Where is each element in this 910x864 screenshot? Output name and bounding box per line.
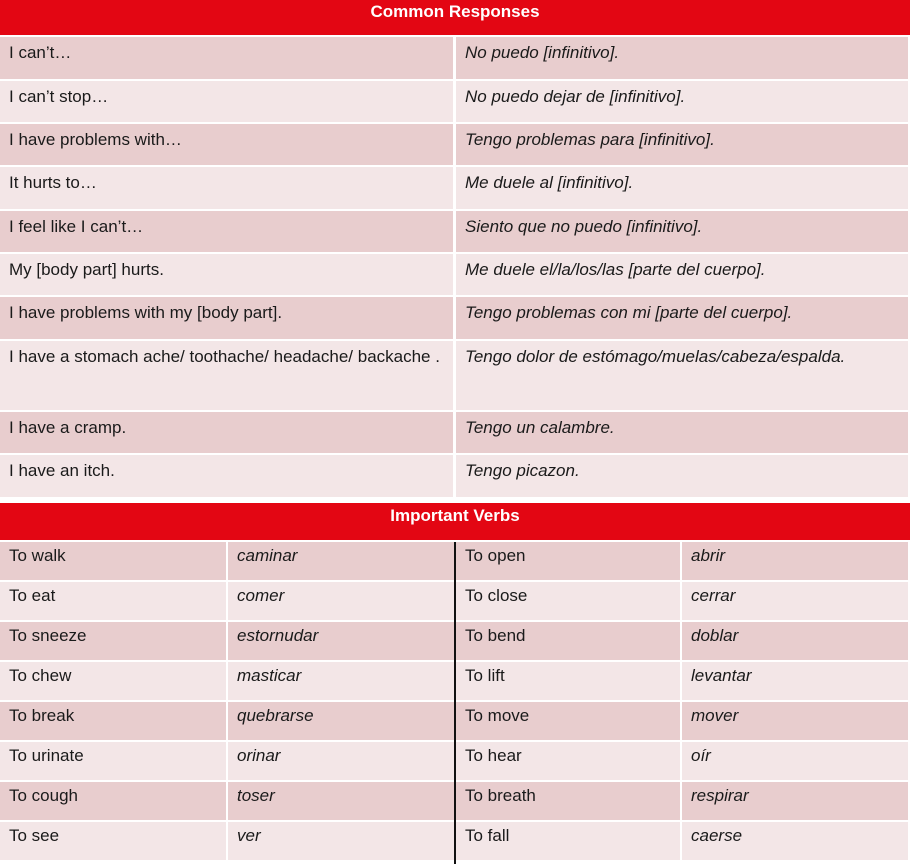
spanish-verb: cerrar: [682, 582, 908, 620]
spanish-verb: comer: [228, 582, 454, 620]
response-row: [0, 167, 910, 209]
spanish-phrase: No puedo [infinitivo].: [456, 37, 908, 79]
spanish-verb: quebrarse: [228, 702, 454, 740]
spanish-phrase: Tengo problemas con mi [parte del cuerpo].: [456, 297, 908, 339]
spanish-phrase: No puedo dejar de [infinitivo].: [456, 81, 908, 122]
english-verb: To hear: [456, 742, 680, 780]
spanish-verb: caerse: [682, 822, 908, 860]
english-verb: To walk: [0, 542, 226, 580]
column-divider: [454, 542, 456, 864]
spanish-verb: estornudar: [228, 622, 454, 660]
spanish-phrase: Tengo problemas para [infinitivo].: [456, 124, 908, 165]
english-verb: To sneeze: [0, 622, 226, 660]
response-row: [0, 124, 910, 165]
english-phrase: I feel like I can’t…: [0, 211, 453, 252]
spanish-phrase: Siento que no puedo [infinitivo].: [456, 211, 908, 252]
spanish-verb: masticar: [228, 662, 454, 700]
english-phrase: I can’t stop…: [0, 81, 453, 122]
response-row: [0, 37, 910, 79]
english-phrase: I have an itch.: [0, 455, 453, 497]
response-row: [0, 211, 910, 252]
spanish-verb: levantar: [682, 662, 908, 700]
english-phrase: I have problems with my [body part].: [0, 297, 453, 339]
english-verb: To fall: [456, 822, 680, 860]
spanish-phrase: Me duele al [infinitivo].: [456, 167, 908, 209]
response-row: [0, 412, 910, 453]
response-row: [0, 455, 910, 497]
spanish-phrase: Tengo dolor de estómago/muelas/cabeza/espalda.: [456, 341, 908, 410]
spanish-phrase: Tengo picazon.: [456, 455, 908, 497]
spanish-phrase: Me duele el/la/los/las [parte del cuerpo].: [456, 254, 908, 295]
english-verb: To close: [456, 582, 680, 620]
english-verb: To open: [456, 542, 680, 580]
english-verb: To move: [456, 702, 680, 740]
response-row: [0, 254, 910, 295]
english-verb: To breath: [456, 782, 680, 820]
spanish-verb: mover: [682, 702, 908, 740]
english-phrase: I can’t…: [0, 37, 453, 79]
english-verb: To eat: [0, 582, 226, 620]
response-row: [0, 341, 910, 410]
english-verb: To cough: [0, 782, 226, 820]
english-phrase: I have problems with…: [0, 124, 453, 165]
english-verb: To bend: [456, 622, 680, 660]
english-verb: To urinate: [0, 742, 226, 780]
english-verb: To lift: [456, 662, 680, 700]
spanish-phrase: Tengo un calambre.: [456, 412, 908, 453]
english-verb: To chew: [0, 662, 226, 700]
spanish-verb: ver: [228, 822, 454, 860]
english-verb: To break: [0, 702, 226, 740]
spanish-verb: oír: [682, 742, 908, 780]
spanish-verb: orinar: [228, 742, 454, 780]
english-phrase: It hurts to…: [0, 167, 453, 209]
english-phrase: I have a cramp.: [0, 412, 453, 453]
english-phrase: My [body part] hurts.: [0, 254, 453, 295]
english-verb: To see: [0, 822, 226, 860]
response-row: [0, 81, 910, 122]
spanish-verb: abrir: [682, 542, 908, 580]
important-verbs-header: Important Verbs: [0, 503, 910, 540]
common-responses-header: Common Responses: [0, 0, 910, 35]
spanish-verb: doblar: [682, 622, 908, 660]
english-phrase: I have a stomach ache/ toothache/ headache/ backache .: [0, 341, 453, 410]
spanish-verb: caminar: [228, 542, 454, 580]
spanish-verb: respirar: [682, 782, 908, 820]
response-row: [0, 297, 910, 339]
spanish-verb: toser: [228, 782, 454, 820]
